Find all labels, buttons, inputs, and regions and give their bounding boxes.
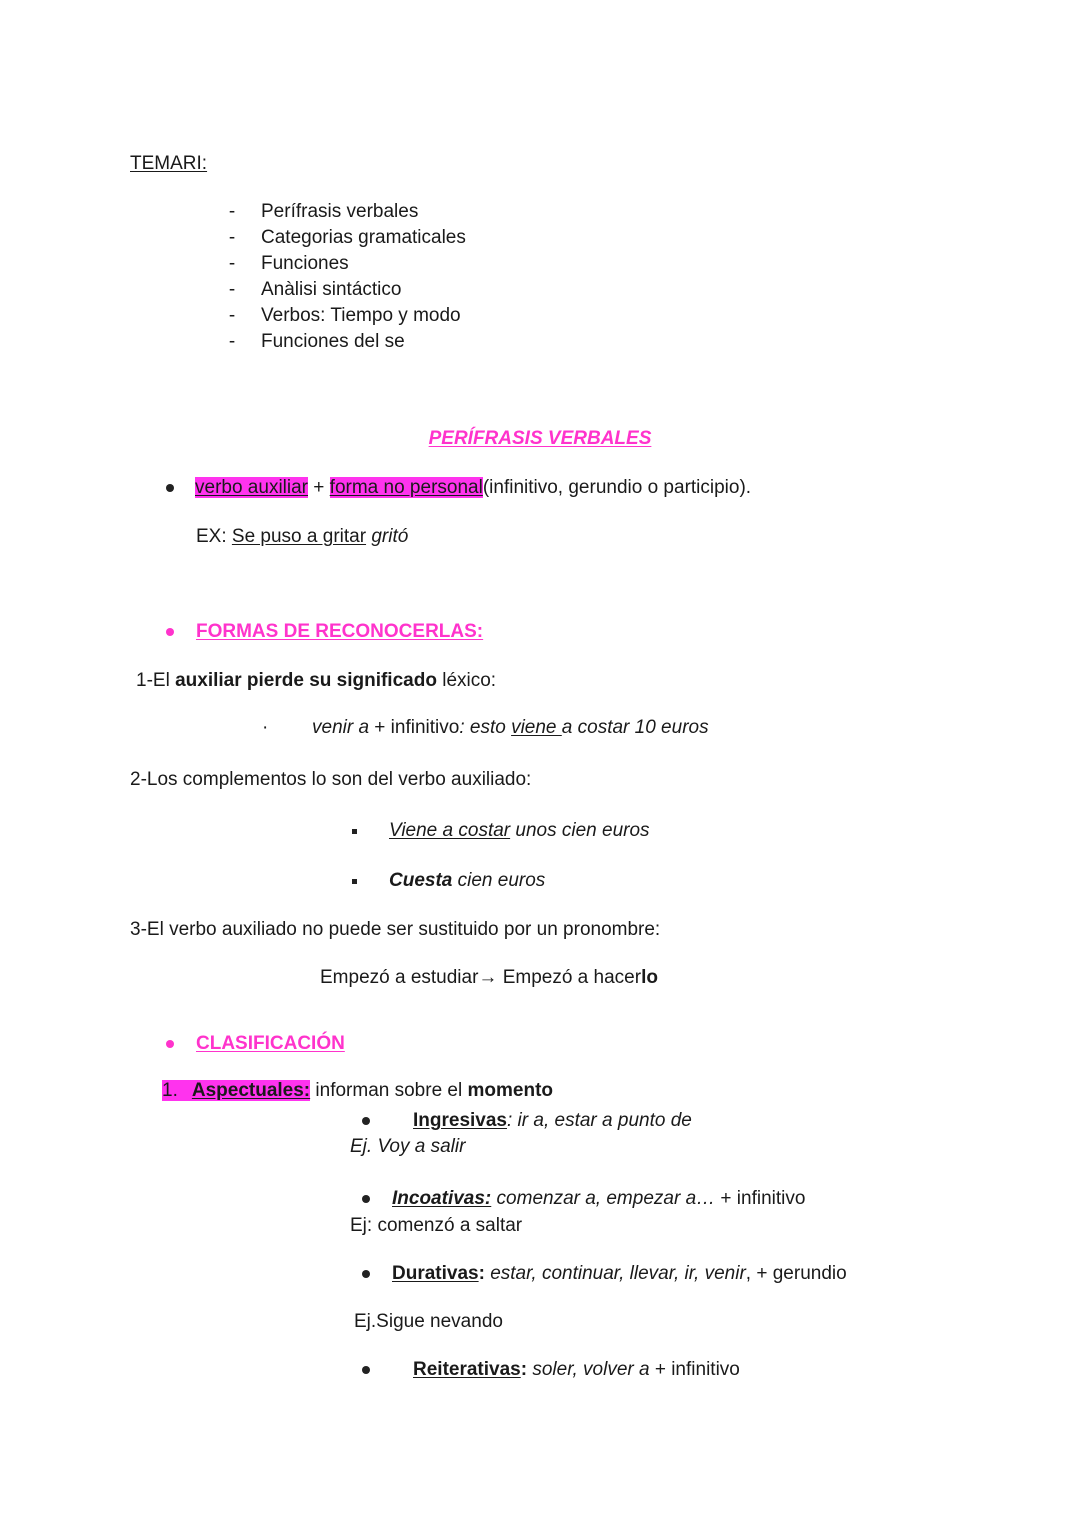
example-underlined: Se puso a gritar bbox=[231, 526, 367, 547]
example-label: EX: bbox=[196, 526, 227, 547]
dash-bullet: - bbox=[228, 253, 236, 274]
aspectuales-label: Aspectuales: bbox=[191, 1080, 311, 1101]
rule-1-example bbox=[312, 716, 709, 740]
rule-1-ex-d: viene bbox=[511, 717, 562, 738]
rule-3-ex-a: Empezó a estudiar→ Empezó a hacer bbox=[320, 967, 642, 988]
temari-item-label: Perífrasis verbales bbox=[261, 201, 419, 222]
rule-1-ex-a: venir a bbox=[312, 717, 370, 738]
subtype-name: Durativas bbox=[392, 1263, 479, 1284]
subtype-example: Ej. Voy a salir bbox=[350, 1136, 466, 1157]
subtype-example: Ej.Sigue nevando bbox=[354, 1311, 503, 1332]
dash-bullet: - bbox=[228, 227, 236, 248]
rule-1-post: léxico: bbox=[436, 670, 497, 691]
rule-1-pre: 1-El bbox=[136, 670, 176, 691]
dash-bullet: - bbox=[228, 201, 236, 222]
formas-heading: FORMAS DE RECONOCERLAS: bbox=[196, 621, 484, 642]
subtype-after: + infinitivo bbox=[720, 1188, 806, 1209]
example-italic: gritó bbox=[371, 526, 409, 547]
rule-2-ex1-rest: unos cien euros bbox=[510, 820, 650, 841]
subtype-desc: soler, volver a bbox=[527, 1359, 650, 1380]
rule-1-bold: auxiliar pierde su significado bbox=[175, 670, 437, 691]
subtype-desc: estar, continuar, llevar, ir, venir bbox=[484, 1263, 746, 1284]
definition-example bbox=[196, 525, 408, 549]
highlight-term-verbo-auxiliar: verbo auxiliar bbox=[195, 477, 308, 498]
rule-3: 3-El verbo auxiliado no puede ser sustituido por un pronombre: bbox=[130, 919, 661, 940]
section-title: PERÍFRASIS VERBALES bbox=[428, 428, 652, 449]
temari-item-label: Funciones del se bbox=[261, 331, 405, 352]
rule-1 bbox=[136, 669, 496, 693]
temari-item-label: Funciones bbox=[261, 253, 349, 274]
square-bullet-icon bbox=[352, 879, 357, 884]
aspectuales-number: 1. bbox=[162, 1080, 192, 1101]
subtype-colon: : bbox=[507, 1110, 513, 1131]
rule-2-ex2-rest: cien euros bbox=[452, 870, 546, 891]
temari-item-label: Categorias gramaticales bbox=[261, 227, 466, 248]
aspectuales-line bbox=[162, 1079, 553, 1103]
square-bullet-icon bbox=[352, 829, 357, 834]
bullet-dot-icon bbox=[362, 1270, 370, 1278]
dash-bullet: - bbox=[228, 279, 236, 300]
rule-2-ex1-underlined: Viene a costar bbox=[389, 820, 511, 841]
temari-item-label: Verbos: Tiempo y modo bbox=[261, 305, 461, 326]
subtype-desc: ir a, estar a punto de bbox=[512, 1110, 692, 1131]
rule-2: 2-Los complementos lo son del verbo auxiliado: bbox=[130, 769, 532, 790]
rule-3-example bbox=[320, 966, 658, 990]
subtype-example: Ej: comenzó a saltar bbox=[350, 1215, 523, 1236]
bullet-dot-icon bbox=[166, 484, 174, 492]
subtype-after: + infinitivo bbox=[649, 1359, 740, 1380]
rule-2-ex2-bold: Cuesta bbox=[389, 870, 453, 891]
subtype-after: , + gerundio bbox=[745, 1263, 847, 1284]
plus-sign: + bbox=[313, 477, 325, 498]
bullet-dot-icon bbox=[362, 1195, 370, 1203]
clasificacion-heading: CLASIFICACIÓN bbox=[196, 1033, 345, 1054]
temari-item-label: Anàlisi sintáctico bbox=[261, 279, 402, 300]
dash-bullet: - bbox=[228, 305, 236, 326]
definition-rest: (infinitivo, gerundio o participio). bbox=[482, 477, 752, 498]
bullet-dot-icon bbox=[166, 1040, 174, 1048]
aspectuales-desc-bold: momento bbox=[467, 1080, 553, 1101]
subtype-colon: : bbox=[520, 1359, 528, 1380]
subtype-desc: comenzar a, empezar a… bbox=[491, 1188, 721, 1209]
bullet-dot-icon bbox=[362, 1117, 370, 1125]
aspectuales-desc: informan sobre el bbox=[310, 1080, 468, 1101]
rule-3-ex-b: lo bbox=[641, 967, 658, 988]
bullet-dot-icon bbox=[166, 628, 174, 636]
highlight-term-forma-no-personal: forma no personal bbox=[329, 477, 483, 498]
subtype-name: Ingresivas bbox=[413, 1110, 507, 1131]
rule-1-ex-c: : esto bbox=[459, 717, 512, 738]
rule-1-dot: · bbox=[262, 717, 269, 738]
dash-bullet: - bbox=[228, 331, 236, 352]
subtype-colon: : bbox=[478, 1263, 485, 1284]
subtype-name: Reiterativas bbox=[413, 1359, 521, 1380]
rule-1-ex-b: + infinitivo bbox=[369, 717, 460, 738]
subtype-name: Incoativas: bbox=[392, 1188, 492, 1209]
temari-heading: TEMARI: bbox=[130, 153, 208, 174]
rule-1-ex-e: a costar 10 euros bbox=[561, 717, 709, 738]
bullet-dot-icon bbox=[362, 1366, 370, 1374]
